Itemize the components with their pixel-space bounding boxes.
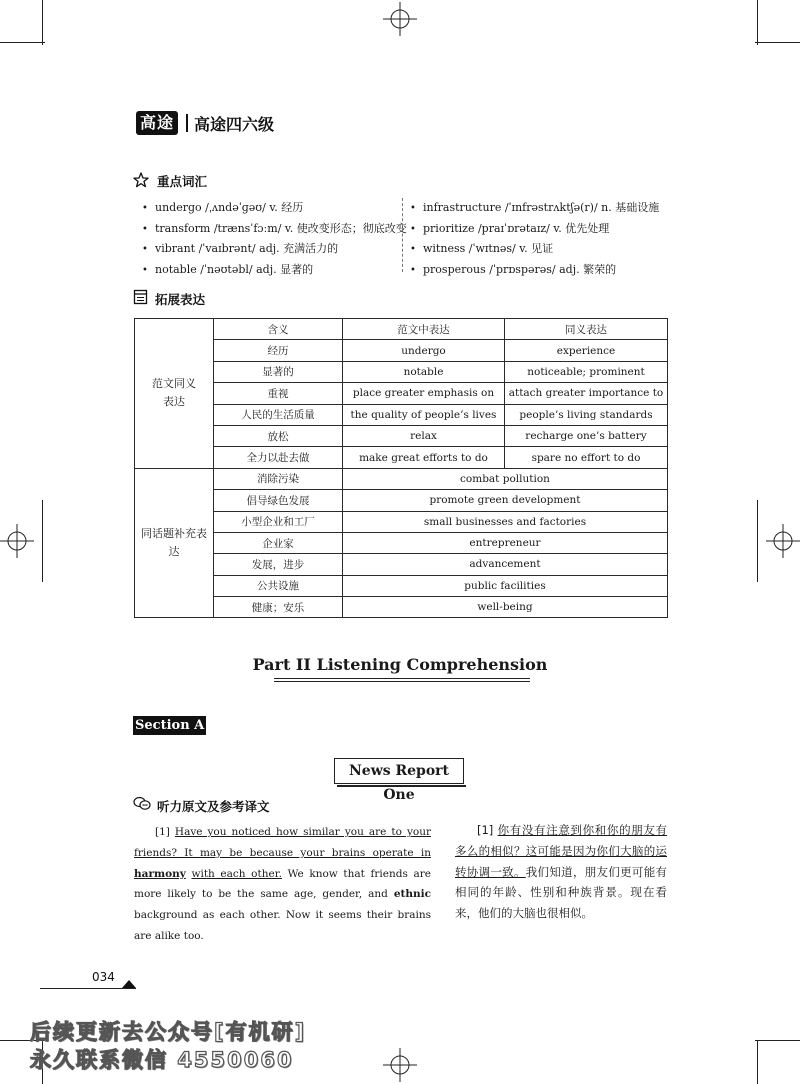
underlined-text: 你有没有注意到你和你的朋友有多么的相似？这可能是因为你们大脑的运转协调一致。: [455, 823, 668, 879]
table-cell: advancement: [343, 554, 668, 575]
table-cell: 公共设施: [214, 575, 343, 596]
news-report-title: News Report One: [334, 758, 464, 784]
table-cell: combat pollution: [343, 468, 668, 489]
table-cell: 全力以赴去做: [214, 447, 343, 468]
table-cell: entrepreneur: [343, 532, 668, 553]
table-cell: noticeable; prominent: [505, 361, 668, 382]
table-row: [135, 490, 668, 511]
underlined-text: with each other.: [191, 867, 282, 880]
table-cell: attach greater importance to: [505, 383, 668, 404]
expressions-heading: 拓展表达: [155, 292, 206, 307]
table-cell: experience: [505, 340, 668, 361]
table-cell: 人民的生活质量: [214, 404, 343, 425]
vocab-list-right: [410, 198, 659, 280]
table-row: [135, 532, 668, 553]
table-cell: recharge one’s battery: [505, 425, 668, 446]
table-cell: people’s living standards: [505, 404, 668, 425]
table-row: [135, 425, 668, 446]
table-cell: 健康；安乐: [214, 597, 343, 618]
page-number-rule: [40, 988, 136, 989]
vocab-item: • prosperous /ˈprɒspərəs/ adj. 繁荣的: [410, 260, 659, 281]
notebook-icon: [133, 289, 148, 305]
table-cell: small businesses and factories: [343, 511, 668, 532]
vocab-item: • transform /trænsˈfɔːm/ v. 使改变形态；彻底改变: [142, 219, 407, 240]
star-icon: [133, 172, 149, 188]
group-label-topic: 同话题补充表达: [135, 468, 214, 618]
table-cell: 消除污染: [214, 468, 343, 489]
table-cell: well-being: [343, 597, 668, 618]
registration-mark-right: [766, 524, 800, 558]
part-title: Part II Listening Comprehension: [252, 655, 548, 674]
table-row: [135, 554, 668, 575]
table-cell: make great efforts to do: [343, 447, 505, 468]
group-label-synonyms: 范文同义表达: [135, 319, 214, 469]
vocab-item: • prioritize /praɪˈɒrətaɪz/ v. 优先处理: [410, 219, 659, 240]
expressions-table: [134, 318, 668, 618]
passage-text: 我们知道，朋友们更可能有相同的年龄、性别和种族背景。现在看来，他们的大脑也很相似。: [455, 864, 667, 921]
part-title-rule: [274, 678, 530, 679]
table-cell: 放松: [214, 425, 343, 446]
registration-mark-bottom: [383, 1048, 417, 1082]
vocab-divider: [402, 198, 403, 272]
table-cell: promote green development: [343, 490, 668, 511]
brand-logo: 高途: [136, 111, 178, 135]
listening-heading: 听力原文及参考译文: [157, 799, 270, 814]
watermark-line-2: 永久联系微信 4550060: [30, 1048, 294, 1072]
table-cell: 显著的: [214, 361, 343, 382]
passage-text: We know that friends are more likely to be the same age, gender, and: [134, 867, 431, 901]
table-cell: notable: [343, 361, 505, 382]
table-cell: public facilities: [343, 575, 668, 596]
brand-separator: [186, 114, 188, 132]
table-cell: 小型企业和工厂: [214, 511, 343, 532]
keyword: harmony: [134, 867, 186, 880]
english-passage: [134, 822, 431, 947]
vocab-item: • notable /ˈnəʊtəbl/ adj. 显著的: [142, 260, 407, 281]
table-row: [135, 361, 668, 382]
table-cell: 重视: [214, 383, 343, 404]
table-cell: 同义表达: [505, 319, 668, 340]
table-cell: relax: [343, 425, 505, 446]
registration-mark-top: [383, 2, 417, 36]
table-cell: 倡导绿色发展: [214, 490, 343, 511]
table-row: [135, 575, 668, 596]
vocab-item: • undergo /ˌʌndəˈɡəʊ/ v. 经历: [142, 198, 407, 219]
table-row: [135, 383, 668, 404]
table-cell: undergo: [343, 340, 505, 361]
table-cell: 含义: [214, 319, 343, 340]
table-cell: 经历: [214, 340, 343, 361]
passage-text: background as each other. Now it seems their brains are alike too.: [134, 909, 431, 942]
vocab-item: • infrastructure /ˈɪnfrəstrʌktʃə(r)/ n. 基础设施: [410, 198, 659, 219]
section-label: Section A: [135, 718, 205, 733]
table-cell: 范文中表达: [343, 319, 505, 340]
paragraph-marker: [1]: [155, 826, 170, 838]
table-row: [135, 319, 668, 340]
keyword: ethnic: [393, 888, 431, 901]
part-title-rule: [274, 681, 530, 682]
page-number: 034: [92, 970, 115, 984]
vocab-heading: 重点词汇: [157, 174, 208, 189]
registration-mark-left: [0, 524, 34, 558]
page-marker-triangle: [122, 980, 136, 988]
dialogue-icon: [133, 796, 151, 811]
brand-name: 高途四六级: [194, 115, 275, 134]
table-row: [135, 340, 668, 361]
table-row: [135, 511, 668, 532]
table-cell: the quality of people’s lives: [343, 404, 505, 425]
table-cell: place greater emphasis on: [343, 383, 505, 404]
table-row: [135, 597, 668, 618]
vocab-item: • witness /ˈwɪtnəs/ v. 见证: [410, 239, 659, 260]
table-cell: 发展，进步: [214, 554, 343, 575]
chinese-translation: [455, 820, 667, 924]
paragraph-marker: [1]: [477, 823, 494, 837]
table-cell: 企业家: [214, 532, 343, 553]
watermark-line-1: 后续更新去公众号[有机研]: [30, 1020, 307, 1044]
vocab-item: • vibrant /ˈvaɪbrənt/ adj. 充满活力的: [142, 239, 407, 260]
underlined-text: Have you noticed how similar you are to your friends? It may be because your brains operate in: [134, 826, 431, 859]
table-row: [135, 468, 668, 489]
table-row: [135, 447, 668, 468]
vocab-list-left: [142, 198, 407, 280]
table-row: [135, 404, 668, 425]
table-cell: spare no effort to do: [505, 447, 668, 468]
